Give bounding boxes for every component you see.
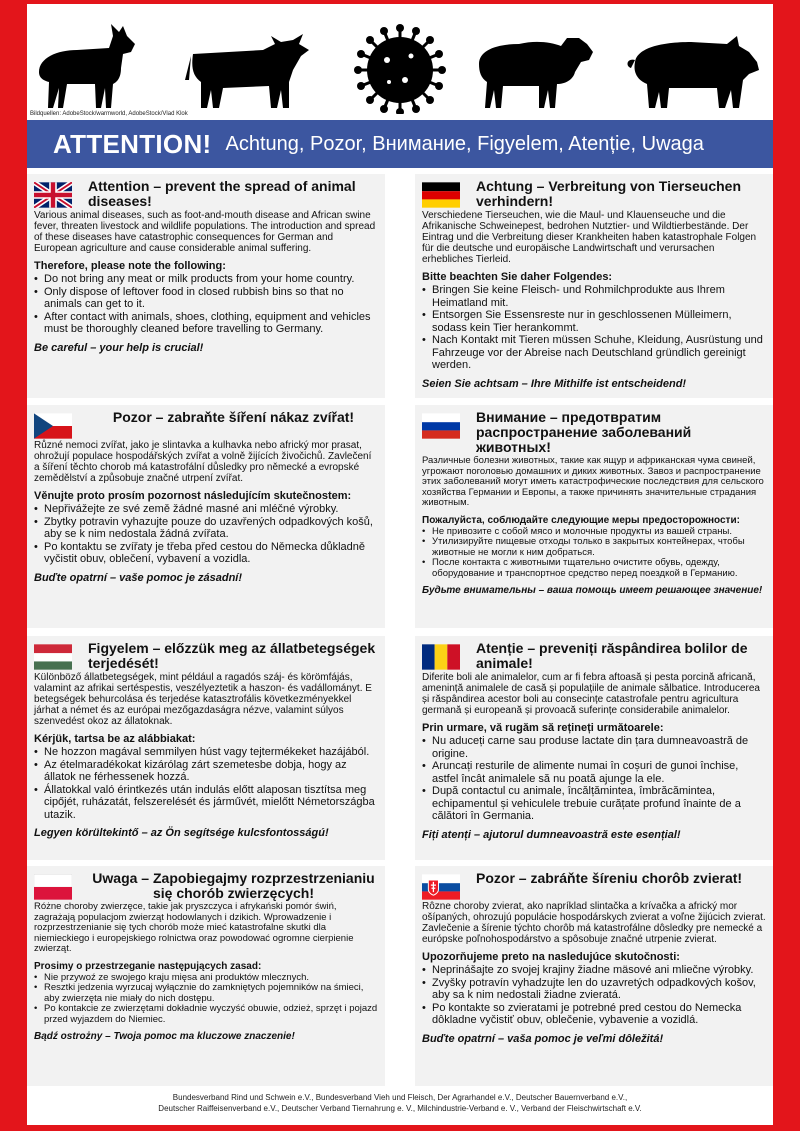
- rules-list: [34, 503, 379, 566]
- section-german: [415, 174, 773, 398]
- animal-silhouettes: [27, 10, 773, 114]
- poland-flag-icon: [34, 874, 72, 900]
- list-item: • Po kontakcie ze zwierzętami dokładnie wyczyść obuwie, odzież, sprzęt i pojazd przed wyjazdem do Niemiec.: [34, 1004, 379, 1025]
- section-title: Pozor – zabraňte šíření nákaz zvířat!: [112, 409, 355, 425]
- list-item: • Do not bring any meat or milk products from your home country.: [34, 273, 379, 286]
- list-item: • Entsorgen Sie Essensreste nur in geschlossenen Mülleimern, sodass kein Tier herankommt.: [422, 309, 767, 334]
- section-note: Пожалуйста, соблюдайте следующие меры предосторожности:: [422, 514, 740, 526]
- rules-list: [34, 746, 379, 821]
- section-title: Figyelem – előzzük meg az állatbetegségek terjedését!: [88, 640, 376, 671]
- section-intro: Различные болезни животных, такие как ящур и африканская чума свиней, угрожают поголовью домашних и диких животных. Завоз и распространение этих заболеваний могут иметь катастрофические последствия для сельского хозяйства Германии и Европы, а также причинять значительные страдания животным.: [422, 455, 764, 508]
- russia-flag-icon: [422, 413, 460, 439]
- footer-line: Bundesverband Rind und Schwein e.V., Bundesverband Vieh und Fleisch, Der Agrarhandel e.V., Deutscher Bauernverband e.V.,: [172, 1093, 628, 1102]
- section-czech: [27, 405, 385, 628]
- rules-list: [422, 964, 767, 1027]
- banner-subtitle: Achtung, Pozor, Внимание, Figyelem, Atenție, Uwaga: [225, 132, 704, 155]
- list-item: • After contact with animals, shoes, clothing, equipment and vehicles must be thoroughly cleaned before travelling to Germany.: [34, 311, 379, 336]
- section-closing: Bądź ostrożny – Twoja pomoc ma kluczowe znaczenie!: [34, 1031, 295, 1042]
- pig-icon: [628, 36, 759, 108]
- section-closing: Legyen körültekintő – az Ön segítsége kulcsfontosságú!: [34, 827, 329, 839]
- section-intro: Verschiedene Tierseuchen, wie die Maul- und Klauenseuche und die Afrikanische Schweinepest, bedrohen Nutztier- und Wildtierbestände. Der Eintrag und die Verbreitung dieser Krankheiten haben katastrophale Folgen für die deutsche und europäische Landwirtschaft und verursachen erhebliches Tierleid.: [422, 210, 757, 265]
- section-title: Uwaga – Zapobiegajmy rozprzestrzenianiu się chorób zwierzęcych!: [92, 870, 375, 901]
- section-slovak: [415, 866, 773, 1086]
- sheep-icon: [479, 38, 593, 108]
- section-note: Prosimy o przestrzeganie następujących zasad:: [34, 960, 262, 972]
- section-closing: Seien Sie achtsam – Ihre Mithilfe ist entscheidend!: [422, 377, 687, 390]
- list-item: • Állatokkal való érintkezés után indulás előtt alaposan tisztítsa meg cipőjét, ruházatát, felszerelését és járművét, mielőtt Németországba utazik.: [34, 784, 379, 822]
- section-note: Kérjük, tartsa be az alábbiakat:: [34, 733, 196, 745]
- section-note: Bitte beachten Sie daher Folgendes:: [422, 271, 613, 283]
- list-item: • Nepřivážejte ze své země žádné masné ani mléčné výrobky.: [34, 503, 379, 516]
- hungary-flag-icon: [34, 644, 72, 670]
- section-title: Atenție – preveniți răspândirea bolilor de animale!: [476, 640, 748, 671]
- section-title: Attention – prevent the spread of animal diseases!: [88, 178, 356, 209]
- footer-line: Deutscher Raiffeisenverband e.V., Deutscher Verband Tiernahrung e. V., Milchindustrie-Verband e. V., Verband der Fleischwirtschaft e.V.: [158, 1104, 642, 1113]
- section-intro: Diferite boli ale animalelor, cum ar fi febra aftoasă și pesta porcină africană, amenință animalele de casă și populațiile de animale sălbatice. Introducerea și răspândirea acestor boli au consecințe catastrofale pentru agricultura germană și europeană și provoacă suferințe considerabile animalelor.: [422, 672, 760, 716]
- rules-list: [422, 735, 767, 823]
- list-item: • Zbytky potravin vyhazujte pouze do uzavřených odpadkových košů, aby se k nim nedostala žádná zvířata.: [34, 516, 379, 541]
- rules-list: [422, 284, 767, 372]
- czech-flag-icon: [34, 413, 72, 439]
- list-item: • Nach Kontakt mit Tieren müssen Schuhe, Kleidung, Ausrüstung und Fahrzeuge vor der Abreise nach Deutschland gründlich gereinigt werden.: [422, 334, 767, 372]
- section-closing: Buďte opatrní – vaše pomoc je zásadní!: [34, 571, 243, 584]
- cow-icon: [185, 34, 309, 108]
- list-item: • Po kontaktu se zvířaty je třeba před cestou do Německa důkladně vyčistit obuv, oblečení, vybavení a vozidla.: [34, 541, 379, 566]
- list-item: • Az ételmaradékokat kizárólag zárt szemetesbe dobja, hogy az állatok ne férhessenek hozzá.: [34, 759, 379, 784]
- list-item: • Aruncați resturile de alimente numai în coșuri de gunoi închise, astfel încât animalele să nu poată ajunge la ele.: [422, 760, 767, 785]
- list-item: • Bringen Sie keine Fleisch- und Rohmilchprodukte aus Ihrem Heimatland mit.: [422, 284, 767, 309]
- virus-icon: [354, 24, 446, 114]
- image-credits: Bildquellen: AdobeStock/warmworld, AdobeStock/Vlad Klok: [30, 111, 188, 117]
- section-note: Upozorňujeme preto na nasledujúce skutočnosti:: [422, 951, 680, 963]
- list-item: • Не привозите с собой мясо и молочные продукты из вашей страны.: [422, 527, 767, 538]
- footer-associations: [27, 1092, 773, 1114]
- section-intro: Rôzne choroby zvierat, ako napríklad slintačka a krívačka a africký mor ošípaných, ohrozujú populácie hospodárskych zvierat a voľne žijúcich zvierat. Zavlečenie a šírenie týchto chorôb má katastrofálne dôsledky pre nemecké a európske poľnohospodárstvo a spôsobuje značné utrpenie zvierat.: [422, 901, 766, 945]
- list-item: • После контакта с животными тщательно очистите обувь, одежду, оборудование и транспортное средство перед поездкой в Германию.: [422, 558, 767, 579]
- attention-banner: [27, 120, 773, 168]
- section-title: Внимание – предотвратим распространение заболеваний животных!: [476, 409, 692, 455]
- list-item: • Nie przywoź ze swojego kraju mięsa ani produktów mlecznych.: [34, 973, 379, 984]
- section-hungarian: [27, 636, 385, 860]
- list-item: • Po kontakte so zvieratami je potrebné pred cestou do Nemecka dôkladne vyčistiť obuv, oblečenie, vybavenie a vozidlá.: [422, 1002, 767, 1027]
- section-intro: Różne choroby zwierzęce, takie jak pryszczyca i afrykański pomór świń, zagrażają populacjom zwierząt hodowlanych i dzikich. Wprowadzenie i rozprzestrzenianie się tych chorób może mieć katastrofalne skutki dla niemieckiego i europejskiego rolnictwa oraz powodować ogromne cierpienie zwierząt.: [34, 901, 354, 954]
- section-note: Prin urmare, vă rugăm să rețineți următoarele:: [422, 722, 664, 734]
- section-closing: Be careful – your help is crucial!: [34, 341, 204, 354]
- section-polish: [27, 866, 385, 1086]
- goat-icon: [39, 24, 135, 108]
- rules-list: [422, 527, 767, 580]
- section-intro: Különböző állatbetegségek, mint például a ragadós száj- és körömfájás, valamint az afrikai sertéspestis, veszélyeztetik a haszon- és vadállományt. E betegségek behurcolása és terjedése katasztrofális következményekkel járhat a német és az európai mezőgazdaságra nézve, valamint súlyos szenvedést okoz az állatoknak.: [34, 672, 372, 727]
- section-russian: [415, 405, 773, 628]
- section-title: Achtung – Verbreitung von Tierseuchen verhindern!: [476, 178, 742, 209]
- list-item: • Nu aduceți carne sau produse lactate din țara dumneavoastră de origine.: [422, 735, 767, 760]
- germany-flag-icon: [422, 182, 460, 208]
- slovakia-flag-icon: [422, 874, 460, 900]
- section-intro: Různé nemoci zvířat, jako je slintavka a kulhavka nebo africký mor prasat, ohrožují populace hospodářských zvířat a volně žijících živočichů. Zavlečení a šíření těchto chorob má katastrofální důsledky pro německé a evropské zemědělství a způsobuje značné utrpení zvířat.: [34, 440, 372, 484]
- section-closing: Будьте внимательны – ваша помощь имеет решающее значение!: [422, 585, 763, 596]
- rules-list: [34, 273, 379, 336]
- list-item: • Neprinášajte zo svojej krajiny žiadne mäsové ani mliečne výrobky.: [422, 964, 767, 977]
- section-intro: Various animal diseases, such as foot-and-mouth disease and African swine fever, threaten livestock and wildlife populations. The introduction and spread of these diseases have catastrophic consequences for German and European agriculture and cause considerable animal suffering.: [34, 210, 376, 254]
- section-note: Therefore, please note the following:: [34, 260, 226, 272]
- section-english: [27, 174, 385, 398]
- romania-flag-icon: [422, 644, 460, 670]
- list-item: • Утилизируйте пищевые отходы только в закрытых контейнерах, чтобы животные не могли к ним добраться.: [422, 537, 767, 558]
- list-item: • După contactul cu animale, încălțămintea, îmbrăcămintea, echipamentul și vehiculele trebuie curățate profund înainte de a călători în Germania.: [422, 785, 767, 823]
- section-note: Věnujte proto prosím pozornost následujícím skutečnostem:: [34, 490, 352, 502]
- section-closing: Buďte opatrní – vaša pomoc je veľmi dôležitá!: [422, 1032, 664, 1045]
- list-item: • Only dispose of leftover food in closed rubbish bins so that no animals can get to it.: [34, 286, 379, 311]
- section-title: Pozor – zabráňte šíreniu chorôb zvierat!: [476, 870, 743, 886]
- rules-list: [34, 973, 379, 1026]
- banner-main-title: ATTENTION!: [53, 128, 212, 159]
- list-item: • Zvyšky potravín vyhadzujte len do uzavretých odpadkových košov, aby sa k nim nedostali žiadne zvieratá.: [422, 977, 767, 1002]
- list-item: • Resztki jedzenia wyrzucaj wyłącznie do zamkniętych pojemników na śmieci, aby zwierzęta nie miały do nich dostępu.: [34, 983, 379, 1004]
- section-closing: Fiți atenți – ajutorul dumneavoastră este esențial!: [422, 828, 681, 841]
- section-romanian: [415, 636, 773, 860]
- uk-flag-icon: [34, 182, 72, 208]
- list-item: • Ne hozzon magával semmilyen húst vagy tejtermékeket hazájából.: [34, 746, 379, 759]
